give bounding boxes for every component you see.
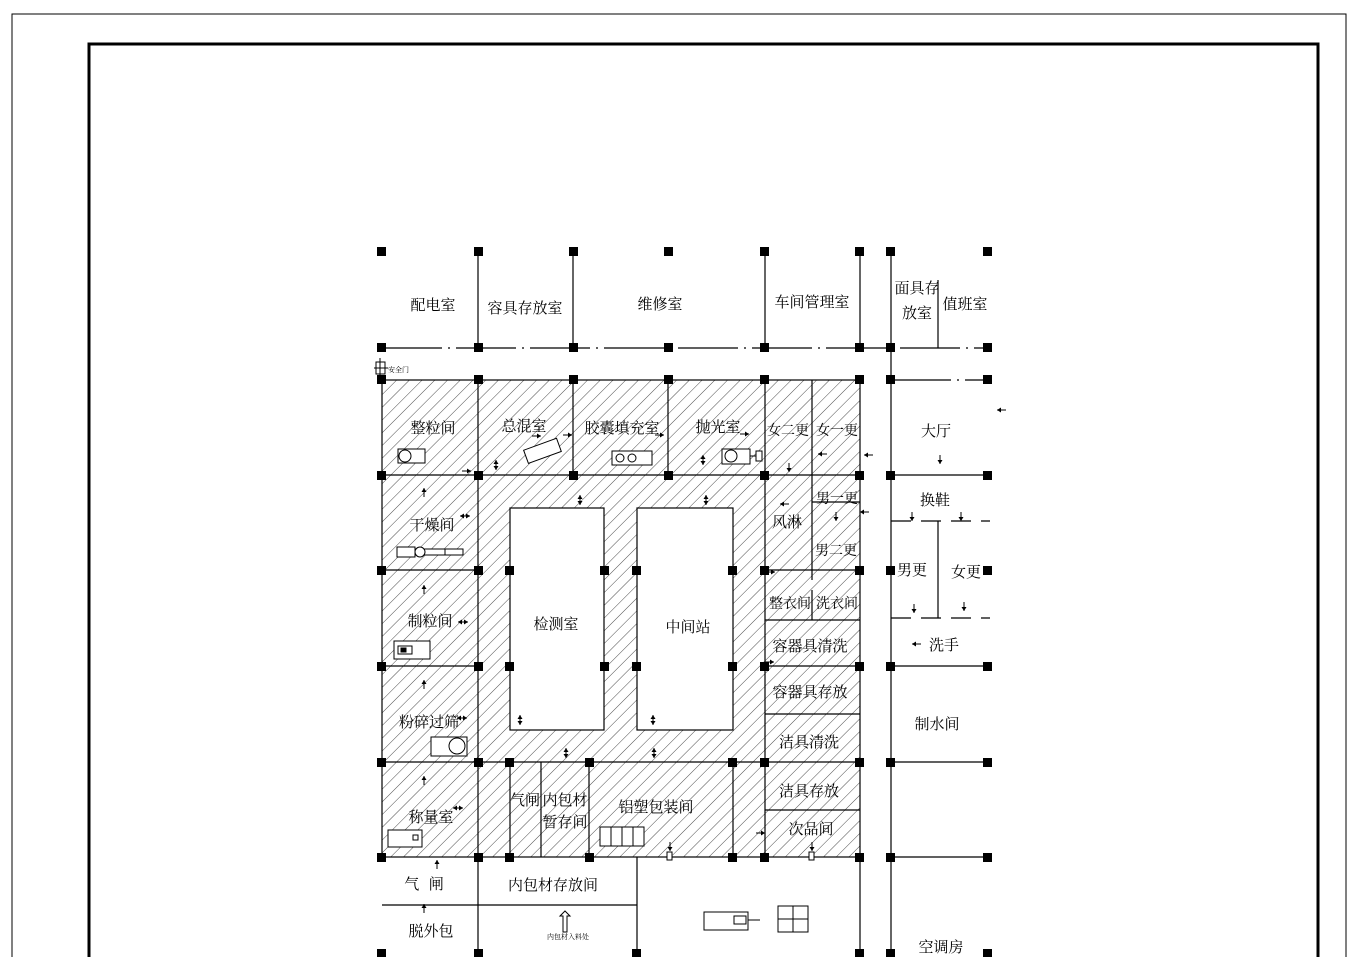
scale-icon [388,830,422,847]
label-weighing: 称量室 [408,808,454,826]
label-hand-wash: 洗手 [928,636,960,654]
label-defective-room: 次品间 [788,820,834,838]
label-container-wash: 容器具清洗 [772,637,848,655]
label-drying: 干燥间 [409,516,455,534]
label-inner-material-line1: 内包材 [542,791,588,809]
label-shoe-change: 换鞋 [919,491,951,509]
capsule-filler-icon [612,451,652,465]
label-granule-finishing: 整粒间 [410,419,456,437]
label-duty-room: 值班室 [942,295,988,313]
label-power-room: 配电室 [410,296,456,314]
label-ac-room: 空调房 [918,938,964,956]
crusher-icon [431,737,467,756]
label-workshop-office: 车间管理室 [774,293,850,311]
entry-arrow-icon [560,911,570,932]
label-airlock-lower: 气 闸 [404,875,444,893]
label-tool-storage-line2: 放室 [901,304,933,322]
label-airlock-clean: 气闸 [509,791,541,809]
label-water-room: 制水间 [914,715,960,733]
label-cleaning-tool-store: 洁具存放 [778,782,840,800]
label-safety-door: 安全门 [388,366,409,374]
label-female-change: 女更 [950,563,982,581]
ac-grid-icon [778,906,808,932]
label-unpacking: 脱外包 [408,922,454,940]
label-polishing: 抛光室 [695,418,741,436]
label-tool-storage-line1: 面具存 [894,279,940,297]
label-female-change-1: 女一更 [816,423,858,439]
label-male-change-2: 男二更 [815,543,857,559]
label-granulation: 制粒间 [407,612,453,630]
blister-machine-icon [600,827,644,846]
label-male-change-1: 男一更 [816,491,858,507]
label-garment-finishing: 整衣间 [769,596,811,612]
label-cleaning-tool-wash: 洁具清洗 [778,733,840,751]
label-female-change-2: 女二更 [767,423,809,439]
label-repair-room: 维修室 [637,295,683,313]
label-blister-packing: 铝塑包装间 [618,798,694,816]
label-laundry: 洗衣间 [816,596,858,612]
ac-unit-icon [704,912,760,930]
label-inner-material-storage: 内包材存放间 [507,876,599,894]
label-inner-material-line2: 暂存间 [542,813,588,831]
label-container-storage: 容具存放室 [487,299,563,317]
label-mixing: 总混室 [501,417,547,435]
label-crushing-sieving: 粉碎过筛 [398,713,460,731]
granulator-2-icon [394,641,430,659]
label-male-change: 男更 [896,561,928,579]
label-capsule-filling: 胶囊填充室 [584,419,660,437]
dryer-icon [397,547,463,557]
granulator-icon [398,449,425,463]
label-testing: 检测室 [533,615,579,633]
label-material-entry: 内包材入料处 [547,933,589,941]
label-hall: 大厅 [920,422,952,440]
label-air-shower: 风淋 [771,513,803,531]
label-intermediate-station: 中间站 [665,618,711,636]
label-container-store: 容器具存放 [772,683,848,701]
